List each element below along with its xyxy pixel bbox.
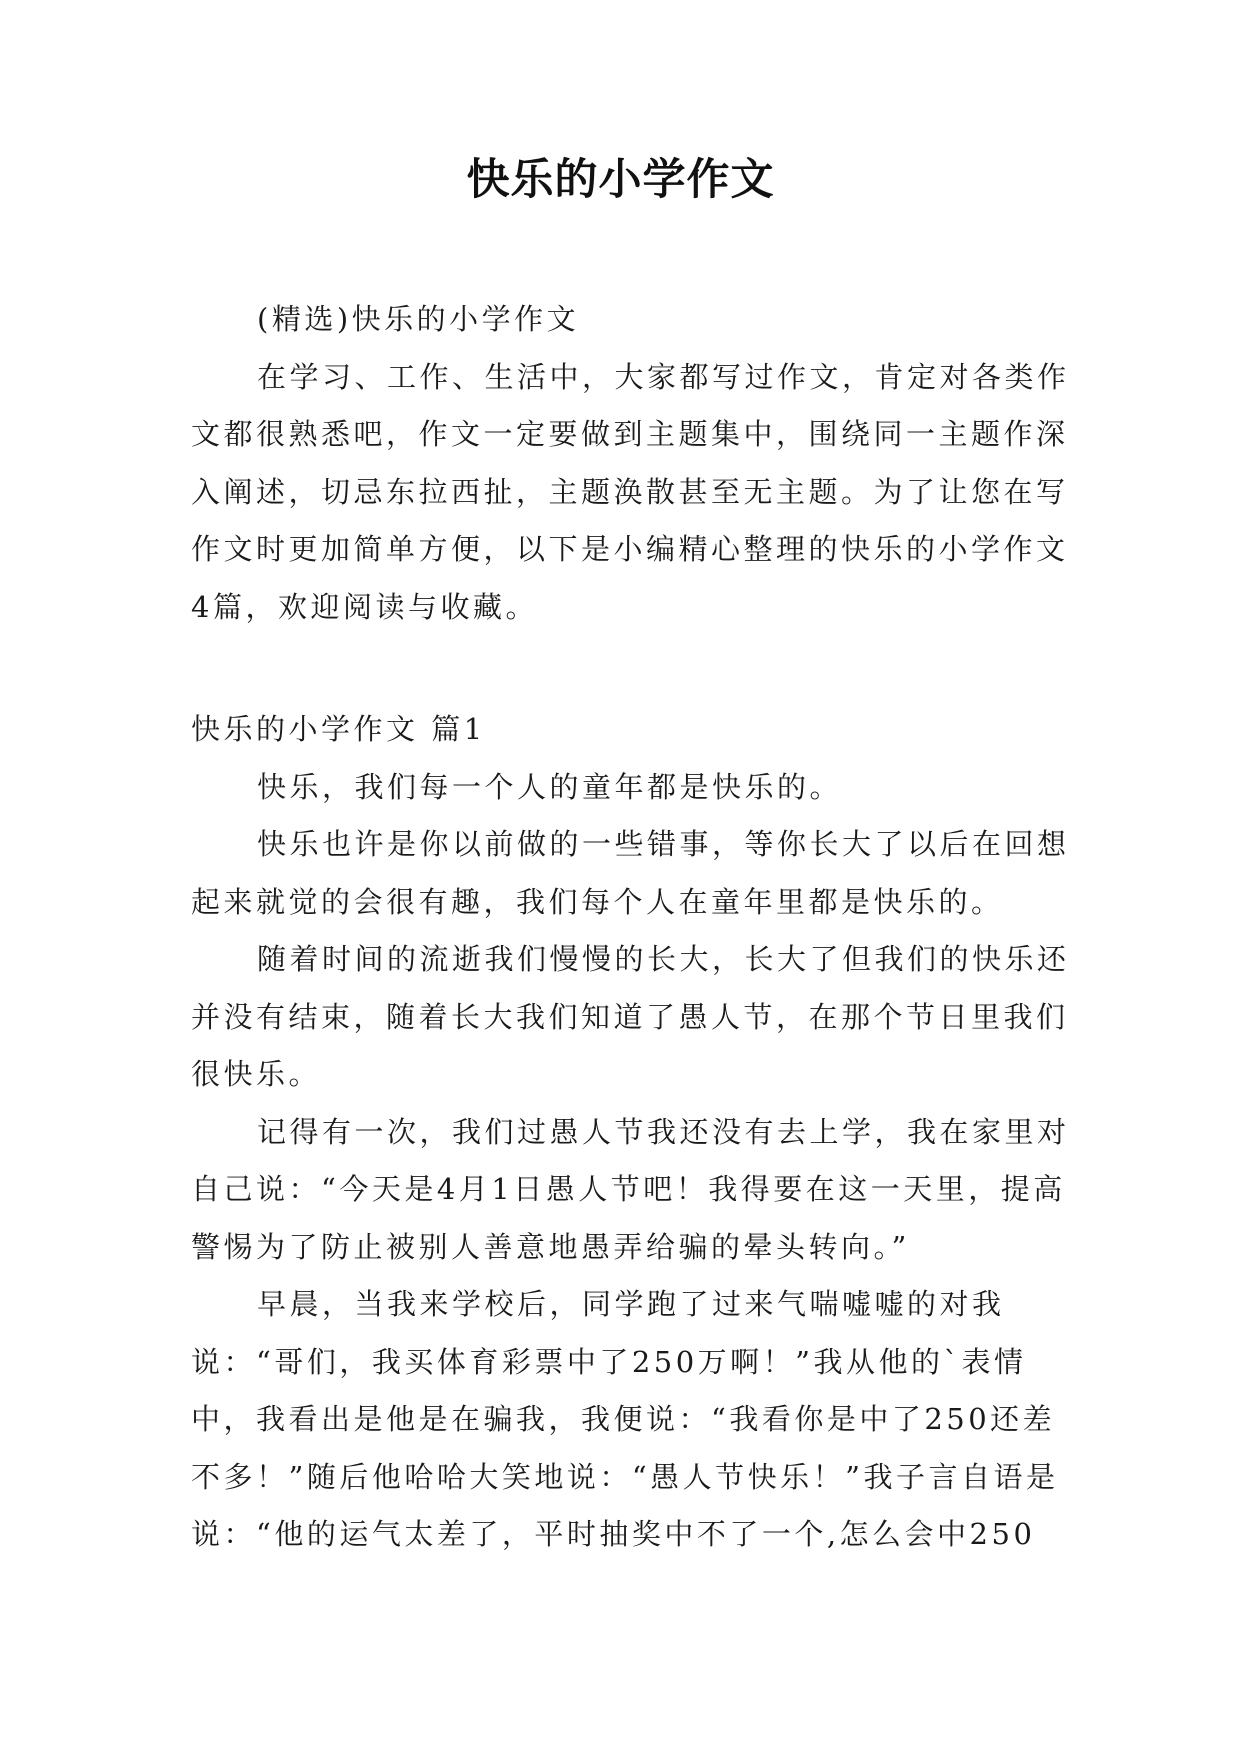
- intro-section: [191, 291, 1071, 636]
- essay-1-paragraph: 随着时间的流逝我们慢慢的长大，长大了但我们的快乐还并没有结束，随着长大我们知道了愚人节，在那个节日里我们很快乐。: [191, 942, 1070, 1091]
- essay-1-heading: 快乐的小学作文 篇1: [191, 712, 486, 746]
- intro-subtitle: (精选)快乐的小学作文: [257, 302, 580, 336]
- essay-1-paragraph: 快乐，我们每一个人的童年都是快乐的。: [257, 769, 843, 804]
- essay-1-section: [191, 701, 1071, 1564]
- essay-1-paragraph: 早晨，当我来学校后，同学跑了过来气喘嘘嘘的对我说：“哥们，我买体育彩票中了250万啊！”我从他的`表情中，我看出是他是在骗我，我便说：“我看你是中了250还差不多！”随后他哈哈大笑地说：“愚人节快乐！”我子言自语是说：“他的运气太差了，平时抽奖中不了一个,怎么会中250: [191, 1287, 1059, 1551]
- document-title: 快乐的小学作文: [466, 155, 775, 205]
- essay-1-paragraph: 快乐也许是你以前做的一些错事，等你长大了以后在回想起来就觉的会很有趣，我们每个人在童年里都是快乐的。: [191, 827, 1070, 919]
- essay-1-paragraph: 记得有一次，我们过愚人节我还没有去上学，我在家里对自己说：“今天是4月1日愚人节吧！我得要在这一天里，提高警惕为了防止被别人善意地愚弄给骗的晕头转向。”: [191, 1114, 1070, 1264]
- intro-paragraph: 在学习、工作、生活中，大家都写过作文，肯定对各类作文都很熟悉吧，作文一定要做到主题集中，围绕同一主题作深入阐述，切忌东拉西扯，主题涣散甚至无主题。为了让您在写作文时更加简单方便，以下是小编精心整理的快乐的小学作文4篇，欢迎阅读与收藏。: [191, 359, 1070, 624]
